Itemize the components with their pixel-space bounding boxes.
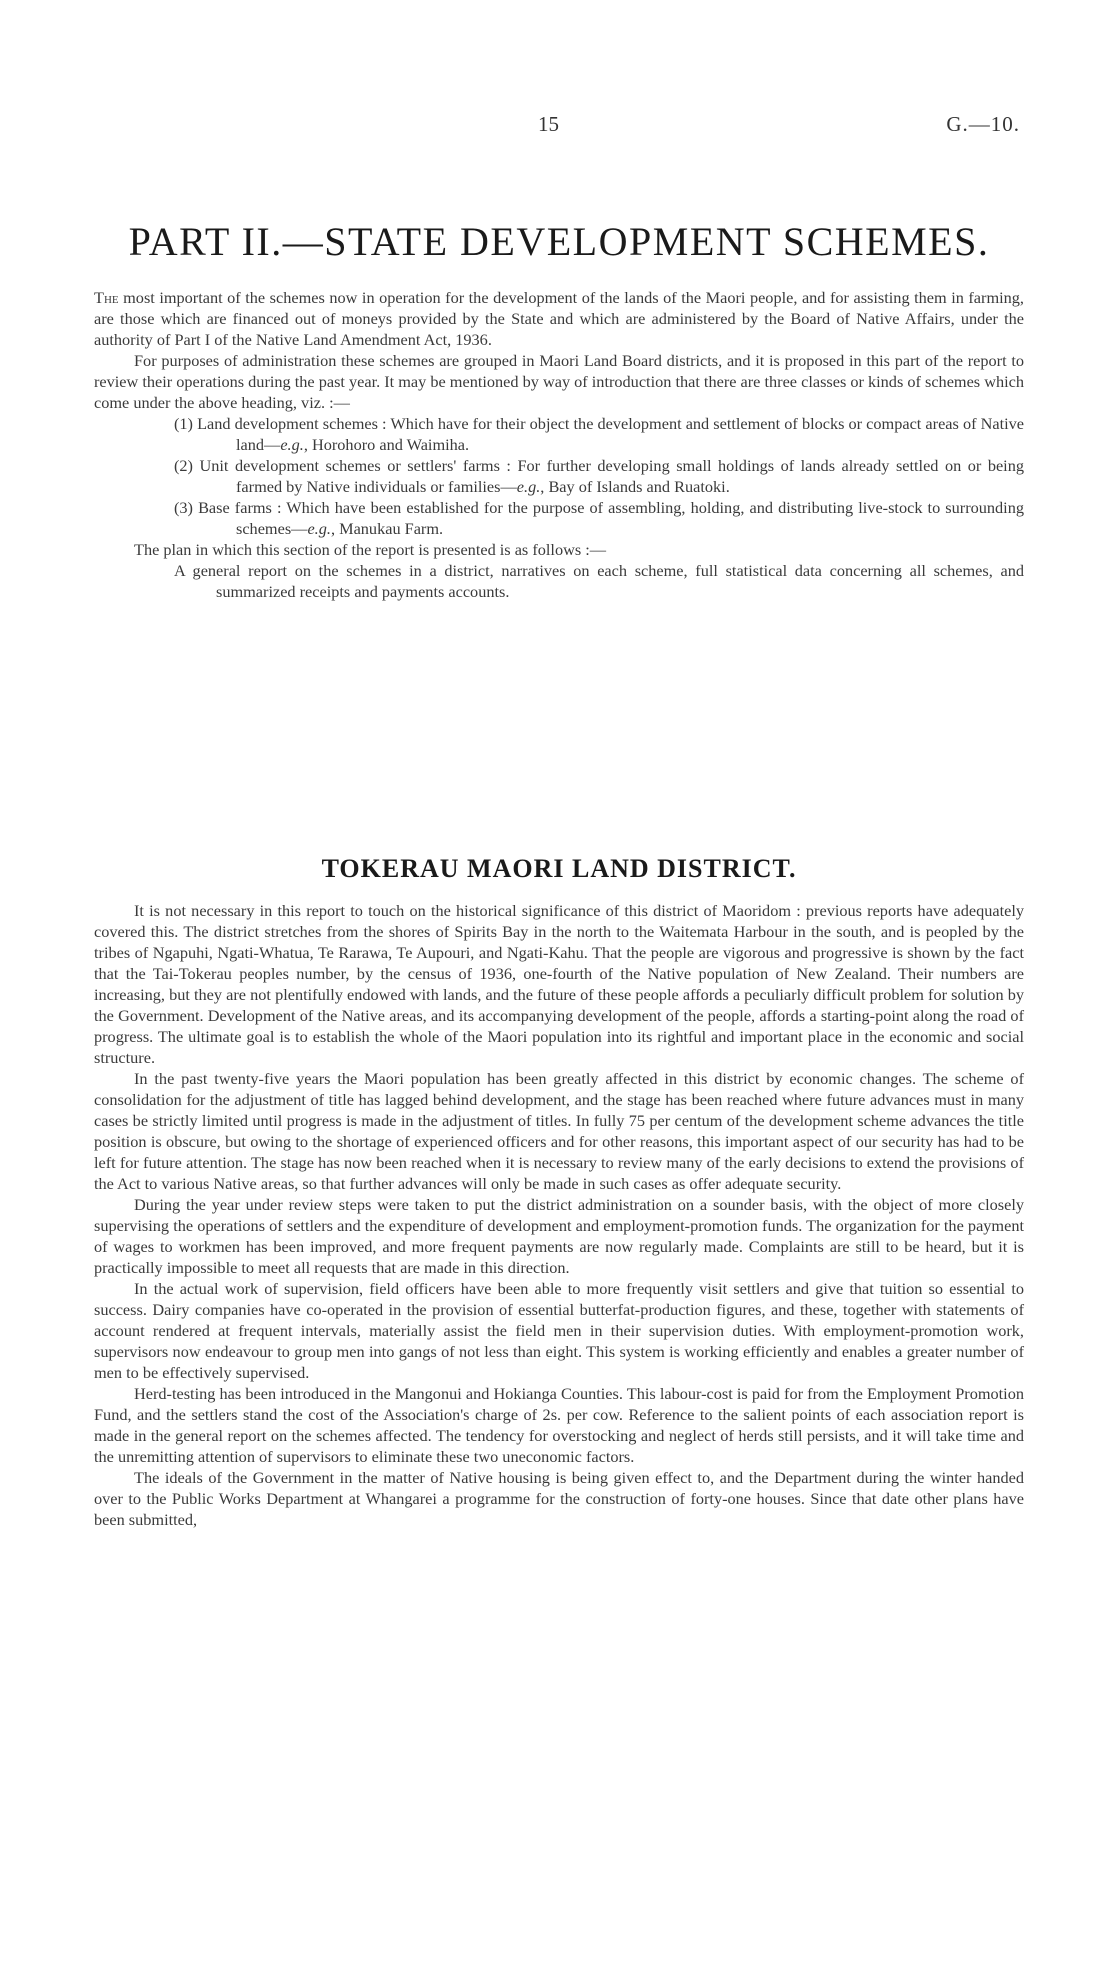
intro-lead-word: The	[94, 288, 119, 307]
district-paragraph: During the year under review steps were taken to put the district administration on a sounder basis, with the object of more closely supervising the operations of settlers and the expenditure of development and employment-promotion funds. The organization for the payment of wages to workmen has been improved, and more frequent payments are now regularly made. Complaints are still to be heard, but it is practically impossible to meet all requests that are made in this direction.	[94, 1195, 1024, 1277]
document-reference: G.—10.	[946, 112, 1020, 136]
list-item: (3) Base farms : Which have been established for the purpose of assembling, holding, and distributing live-stock to surrounding schemes—e.g., Manukau Farm.	[174, 498, 1024, 538]
intro-paragraph-2: For purposes of administration these schemes are grouped in Maori Land Board districts, and it is proposed in this part of the report to review their operations during the past year. It may be mentioned by way of introduction that there are three classes or kinds of schemes which come under the above heading, viz. :—	[94, 351, 1025, 412]
list-item: (1) Land development schemes : Which have for their object the development and settlement of blocks or compact areas of Native land—e.g., Horohoro and Waimiha.	[174, 414, 1024, 454]
plan-intro: The plan in which this section of the report is presented is as follows :—	[134, 540, 607, 559]
scheme-classes-list	[94, 413, 1024, 539]
district-section	[94, 900, 1024, 1530]
district-paragraph: In the past twenty-five years the Maori population has been greatly affected in this district by economic changes. The scheme of consolidation for the adjustment of title has lagged behind development, and the stage has been reached where future advances must in many cases be strictly limited until progress is made in the adjustment of titles. In fully 75 per centum of the development scheme advances the title position is obscure, but owing to the shortage of experienced officers and for other reasons, this important aspect of our security has had to be left for future attention. The stage has now been reached when it is necessary to review many of the early decisions to extend the provisions of the Act to various Native areas, so that further advances will only be made in such cases as offer adequate security.	[94, 1069, 1024, 1193]
intro-paragraph-1-text: most important of the schemes now in operation for the development of the lands of the Maori people, and for assisting them in farming, are those which are financed out of moneys provided by the State and which are administered by the Board of Native Affairs, under the authority of Part I of the Native Land Amendment Act, 1936.	[94, 288, 1024, 349]
page-header	[0, 112, 1114, 142]
plan-item: A general report on the schemes in a district, narratives on each scheme, full statistical data concerning all schemes, and summarized receipts and payments accounts.	[174, 561, 1024, 601]
district-paragraph: It is not necessary in this report to touch on the historical significance of this district of Maoridom : previous reports have adequately covered this. The district stretches from the shores of Spirits Bay in the north to the Waitemata Harbour in the south, and is peopled by the tribes of Ngapuhi, Ngati-Whatua, Te Rarawa, Te Aupouri, and Ngati-Kahu. That the people are vigorous and progressive is shown by the fact that the Tai-Tokerau peoples number, by the census of 1936, one-fourth of the Native population of New Zealand. Their numbers are increasing, but they are not plentifully endowed with lands, and the future of these people affords a peculiarly difficult problem for solution by the Government. Development of the Native areas, and its accompanying development of the people, affords a starting-point along the road of progress. The ultimate goal is to establish the whole of the Maori population into its rightful and important place in the economic and social structure.	[94, 901, 1024, 1067]
page-number: 15	[538, 112, 559, 136]
list-item: (2) Unit development schemes or settlers' farms : For further developing small holdings of lands already settled on or being farmed by Native individuals or families—e.g., Bay of Islands and Ruatoki.	[174, 456, 1024, 496]
intro-paragraph-1	[94, 287, 1024, 350]
part-title: PART II.—STATE DEVELOPMENT SCHEMES.	[128, 219, 990, 264]
district-paragraph: In the actual work of supervision, field officers have been able to more frequently visit settlers and give that tuition so essential to success. Dairy companies have co-operated in the provision of essential butterfat-production figures, and these, together with statements of account rendered at frequent intervals, materially assist the field men in their supervision duties. With employment-promotion work, supervisors now endeavour to group men into gangs of not less than eight. This system is working efficiently and enables a greater number of men to be effectively supervised.	[94, 1279, 1024, 1382]
intro-section	[94, 287, 1024, 602]
district-paragraph: The ideals of the Government in the matter of Native housing is being given effect to, and the Department during the winter handed over to the Public Works Department at Whangarei a programme for the construction of forty-one houses. Since that date other plans have been submitted,	[94, 1468, 1024, 1529]
district-paragraph: Herd-testing has been introduced in the Mangonui and Hokianga Counties. This labour-cost is paid for from the Employment Promotion Fund, and the settlers stand the cost of the Association's charge of 2s. per cow. Reference to the salient points of each association report is made in the general report on the schemes affected. The tendency for overstocking and neglect of herds still persists, and it will take time and the unremitting attention of supervisors to eliminate these two uneconomic factors.	[94, 1384, 1024, 1466]
district-title: TOKERAU MAORI LAND DISTRICT.	[321, 854, 797, 883]
